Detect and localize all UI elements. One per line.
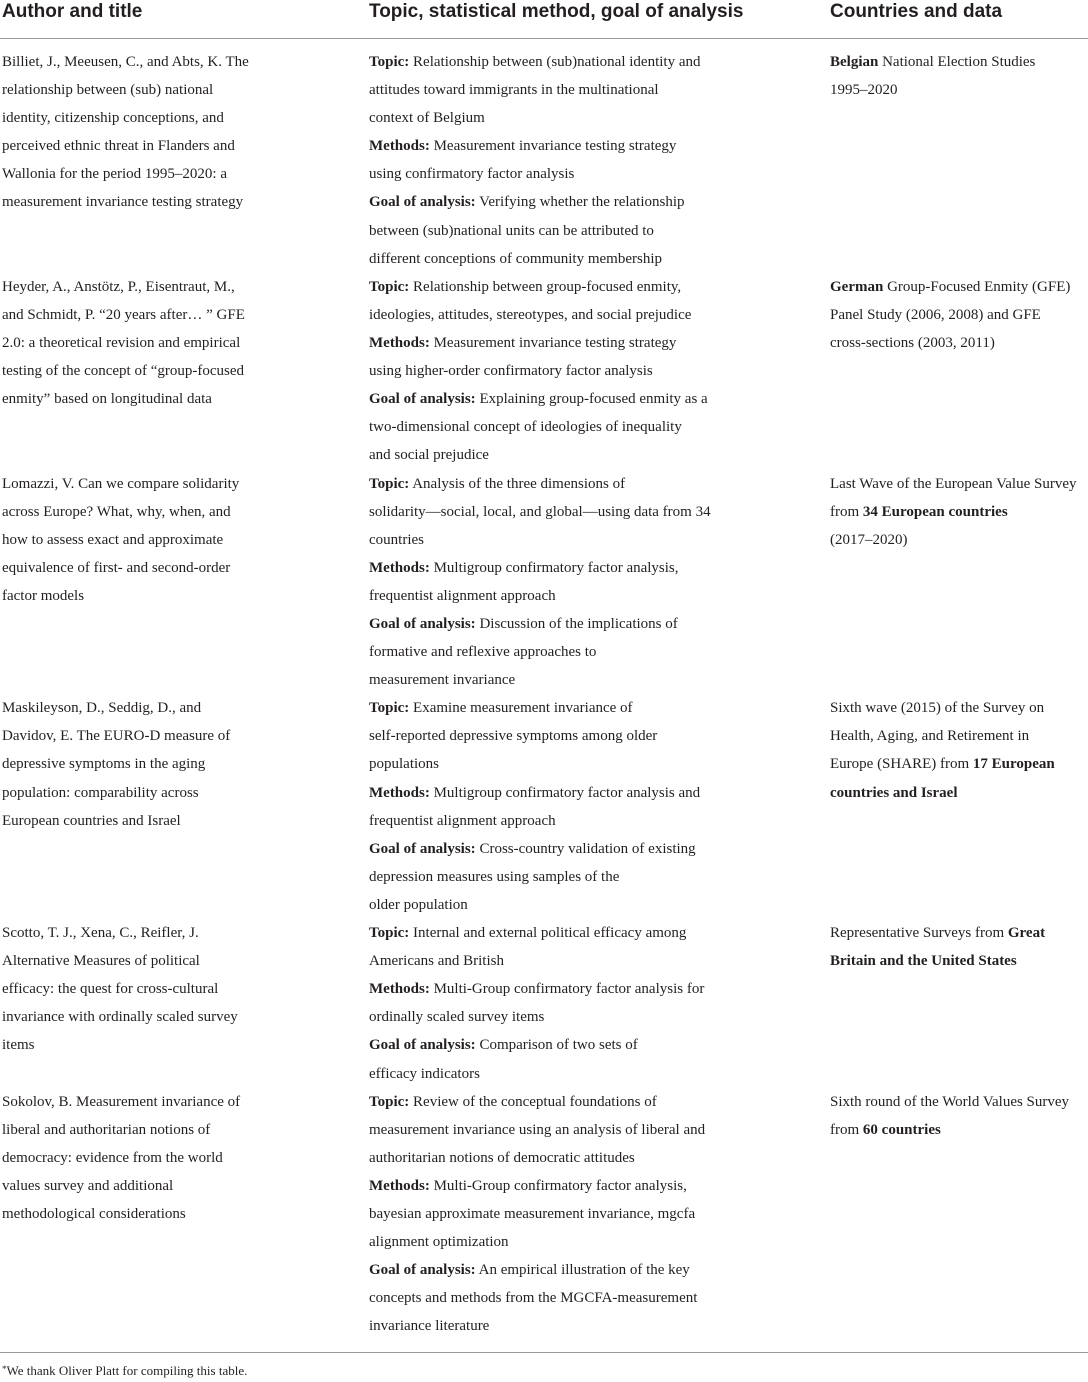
cell-topic-method-goal xyxy=(369,273,749,470)
topic-text: Analysis of the three dimensions of xyxy=(409,475,626,492)
countries-text: Group-Focused Enmity (GFE) xyxy=(883,278,1071,295)
topic-text: Multi-Group confirmatory factor analysis for xyxy=(429,981,705,998)
topic-text: two-dimensional concept of ideologies of inequality xyxy=(369,419,682,436)
author-title-line: relationship between (sub) national xyxy=(2,82,214,99)
author-title-line: enmity” based on longitudinal data xyxy=(2,391,212,408)
topic-text: Discussion of the implications of xyxy=(475,615,678,632)
topic-text: An empirical illustration of the key xyxy=(475,1262,690,1279)
author-title-line: invariance with ordinally scaled survey xyxy=(2,1009,238,1026)
cell-countries-data xyxy=(830,1088,1088,1144)
topic-line xyxy=(369,329,749,357)
topic-line xyxy=(369,1116,749,1144)
topic-line xyxy=(369,470,749,498)
countries-bold-text: German xyxy=(830,278,884,295)
topic-text: Americans and British xyxy=(369,953,504,970)
topic-text: frequentist alignment approach xyxy=(369,812,556,829)
author-title-line: population: comparability across xyxy=(2,784,199,801)
cell-author-title xyxy=(2,694,270,834)
author-title-line: measurement invariance testing strategy xyxy=(2,194,244,211)
topic-line xyxy=(369,498,749,526)
cell-author-title xyxy=(2,48,270,217)
header-topic-method-goal: Topic, statistical method, goal of analysis xyxy=(369,1,744,22)
topic-line xyxy=(369,273,749,301)
author-title-line: European countries and Israel xyxy=(2,812,181,829)
topic-line xyxy=(369,76,749,104)
author-title-line: Billiet, J., Meeusen, C., and Abts, K. The xyxy=(2,54,249,70)
topic-line xyxy=(369,610,749,638)
topic-bold-text: Goal of analysis: xyxy=(369,391,476,408)
topic-text: Cross-country validation of existing xyxy=(475,840,696,857)
topic-line xyxy=(369,357,749,385)
topic-line xyxy=(369,863,749,891)
topic-line xyxy=(369,779,749,807)
topic-line xyxy=(369,104,749,132)
topic-line xyxy=(369,582,749,610)
countries-bold-text: 60 countries xyxy=(862,1121,941,1138)
topic-text: Review of the conceptual foundations of xyxy=(409,1093,657,1110)
countries-text: National Election Studies xyxy=(878,54,1036,70)
topic-text: measurement invariance using an analysis of liberal and xyxy=(369,1121,706,1138)
footnote-marker: * xyxy=(2,1364,7,1374)
topic-text: and social prejudice xyxy=(369,447,489,464)
topic-line xyxy=(369,301,749,329)
topic-text: between (sub)national units can be attributed to xyxy=(369,222,654,239)
countries-bold-text: Great xyxy=(1007,925,1046,942)
author-title-line: items xyxy=(2,1037,35,1054)
topic-line xyxy=(369,1060,749,1088)
countries-text: Europe (SHARE) from xyxy=(830,756,973,773)
topic-text: bayesian approximate measurement invariance, mgcfa xyxy=(369,1206,696,1223)
countries-line xyxy=(830,470,1088,498)
topic-bold-text: Topic: xyxy=(369,700,410,717)
topic-text: Examine measurement invariance of xyxy=(409,700,633,717)
topic-text: measurement invariance xyxy=(369,672,516,689)
author-title-line: equivalence of first- and second-order xyxy=(2,559,231,576)
countries-text: Sixth round of the World Values Survey xyxy=(830,1093,1070,1110)
countries-line xyxy=(830,301,1088,329)
cell-countries-data xyxy=(830,470,1088,554)
topic-text: concepts and methods from the MGCFA-measurement xyxy=(369,1290,698,1307)
topic-line xyxy=(369,188,749,216)
author-title-line: Maskileyson, D., Seddig, D., and xyxy=(2,700,202,717)
countries-line xyxy=(830,526,1088,554)
cell-author-title xyxy=(2,1088,270,1228)
topic-text: context of Belgium xyxy=(369,110,485,127)
countries-line xyxy=(830,694,1088,722)
header-author-title: Author and title xyxy=(2,1,143,22)
author-title-line: Davidov, E. The EURO-D measure of xyxy=(2,728,231,745)
author-title-line: values survey and additional xyxy=(2,1177,174,1194)
topic-text: populations xyxy=(369,756,439,773)
countries-bold-text: 34 European countries xyxy=(862,503,1008,520)
countries-text: cross-sections (2003, 2011) xyxy=(830,334,995,351)
topic-bold-text: Methods: xyxy=(369,981,430,998)
author-title-line: how to assess exact and approximate xyxy=(2,531,224,548)
topic-text: Comparison of two sets of xyxy=(475,1037,638,1054)
topic-bold-text: Goal of analysis: xyxy=(369,1037,476,1054)
topic-line xyxy=(369,835,749,863)
topic-bold-text: Goal of analysis: xyxy=(369,194,476,211)
header-rule xyxy=(0,38,1088,39)
topic-line xyxy=(369,48,749,76)
countries-line xyxy=(830,750,1088,778)
topic-bold-text: Topic: xyxy=(369,54,410,70)
author-title-line: efficacy: the quest for cross-cultural xyxy=(2,981,219,998)
topic-text: ordinally scaled survey items xyxy=(369,1009,545,1026)
author-title-line: Heyder, A., Anstötz, P., Eisentraut, M., xyxy=(2,278,235,295)
cell-countries-data xyxy=(830,273,1088,357)
countries-line xyxy=(830,919,1088,947)
author-title-line: liberal and authoritarian notions of xyxy=(2,1121,211,1138)
topic-line xyxy=(369,1144,749,1172)
topic-text: depression measures using samples of the xyxy=(369,868,620,885)
cell-topic-method-goal xyxy=(369,694,749,919)
countries-line xyxy=(830,498,1088,526)
cell-author-title xyxy=(2,273,270,413)
countries-line xyxy=(830,1088,1088,1116)
topic-line xyxy=(369,1003,749,1031)
topic-text: Multigroup confirmatory factor analysis and xyxy=(429,784,701,801)
table-footnote xyxy=(2,1361,247,1381)
countries-text: Sixth wave (2015) of the Survey on xyxy=(830,700,1045,717)
topic-text: Measurement invariance testing strategy xyxy=(429,138,677,155)
countries-line xyxy=(830,722,1088,750)
topic-text: attitudes toward immigrants in the multinational xyxy=(369,82,659,99)
author-title-line: Scotto, T. J., Xena, C., Reifler, J. xyxy=(2,925,199,942)
topic-line xyxy=(369,666,749,694)
topic-text: Multi-Group confirmatory factor analysis, xyxy=(429,1177,687,1194)
author-title-line: Lomazzi, V. Can we compare solidarity xyxy=(2,475,240,492)
topic-text: Relationship between (sub)national identity and xyxy=(409,54,701,70)
topic-line xyxy=(369,1088,749,1116)
topic-line xyxy=(369,160,749,188)
topic-line xyxy=(369,1200,749,1228)
topic-bold-text: Goal of analysis: xyxy=(369,840,476,857)
countries-line xyxy=(830,779,1088,807)
bottom-rule xyxy=(0,1352,1088,1353)
author-title-line: identity, citizenship conceptions, and xyxy=(2,110,224,127)
topic-text: using confirmatory factor analysis xyxy=(369,166,575,183)
topic-line xyxy=(369,245,749,273)
topic-line xyxy=(369,807,749,835)
topic-bold-text: Goal of analysis: xyxy=(369,1262,476,1279)
topic-text: Relationship between group-focused enmity, xyxy=(409,278,682,295)
countries-text: from xyxy=(830,1121,863,1138)
author-title-line: and Schmidt, P. “20 years after… ” GFE xyxy=(2,306,245,323)
topic-text: countries xyxy=(369,531,424,548)
topic-text: Explaining group-focused enmity as a xyxy=(475,391,708,408)
author-title-line: Alternative Measures of political xyxy=(2,953,200,970)
topic-line xyxy=(369,722,749,750)
countries-bold-text: Britain and the United States xyxy=(830,953,1017,970)
author-title-line: across Europe? What, why, when, and xyxy=(2,503,231,520)
topic-line xyxy=(369,975,749,1003)
topic-text: older population xyxy=(369,896,468,913)
cell-topic-method-goal xyxy=(369,48,749,273)
topic-line xyxy=(369,385,749,413)
topic-text: Multigroup confirmatory factor analysis, xyxy=(429,559,679,576)
topic-text: Internal and external political efficacy among xyxy=(409,925,687,942)
cell-countries-data xyxy=(830,48,1088,104)
author-title-line: methodological considerations xyxy=(2,1206,186,1223)
topic-text: solidarity—social, local, and global—using data from 34 xyxy=(369,503,711,520)
topic-line xyxy=(369,132,749,160)
topic-bold-text: Topic: xyxy=(369,278,410,295)
topic-line xyxy=(369,441,749,469)
topic-text: using higher-order confirmatory factor analysis xyxy=(369,363,653,380)
topic-line xyxy=(369,947,749,975)
author-title-line: 2.0: a theoretical revision and empirical xyxy=(2,334,241,351)
topic-line xyxy=(369,1172,749,1200)
topic-line xyxy=(369,1284,749,1312)
topic-text: formative and reflexive approaches to xyxy=(369,644,597,661)
topic-text: invariance literature xyxy=(369,1318,490,1335)
cell-author-title xyxy=(2,919,270,1059)
topic-line xyxy=(369,526,749,554)
topic-line xyxy=(369,1256,749,1284)
author-title-line: perceived ethnic threat in Flanders and xyxy=(2,138,235,155)
topic-line xyxy=(369,1031,749,1059)
topic-bold-text: Methods: xyxy=(369,334,430,351)
topic-line xyxy=(369,217,749,245)
topic-text: Verifying whether the relationship xyxy=(475,194,685,211)
author-title-line: testing of the concept of “group-focused xyxy=(2,363,244,380)
topic-line xyxy=(369,413,749,441)
topic-line xyxy=(369,638,749,666)
topic-bold-text: Goal of analysis: xyxy=(369,615,476,632)
cell-author-title xyxy=(2,470,270,610)
topic-text: self-reported depressive symptoms among older xyxy=(369,728,658,745)
topic-line xyxy=(369,891,749,919)
cell-topic-method-goal xyxy=(369,470,749,695)
topic-line xyxy=(369,1312,749,1340)
topic-line xyxy=(369,1228,749,1256)
countries-bold-text: Belgian xyxy=(830,54,879,70)
topic-line xyxy=(369,919,749,947)
topic-text: frequentist alignment approach xyxy=(369,587,556,604)
author-title-line: depressive symptoms in the aging xyxy=(2,756,206,773)
footnote-text: We thank Oliver Platt for compiling this table. xyxy=(6,1363,248,1378)
countries-text: 1995–2020 xyxy=(830,82,898,99)
topic-line xyxy=(369,554,749,582)
topic-text: authoritarian notions of democratic attitudes xyxy=(369,1149,635,1166)
countries-text: from xyxy=(830,503,863,520)
countries-text: Representative Surveys from xyxy=(830,925,1008,942)
topic-bold-text: Topic: xyxy=(369,1093,410,1110)
cell-countries-data xyxy=(830,919,1088,975)
countries-line xyxy=(830,48,1088,76)
topic-bold-text: Methods: xyxy=(369,559,430,576)
countries-bold-text: 17 European xyxy=(972,756,1055,773)
topic-text: efficacy indicators xyxy=(369,1065,480,1082)
countries-line xyxy=(830,947,1088,975)
countries-line xyxy=(830,329,1088,357)
countries-line xyxy=(830,1116,1088,1144)
topic-line xyxy=(369,750,749,778)
topic-text: Measurement invariance testing strategy xyxy=(429,334,677,351)
countries-text: Panel Study (2006, 2008) and GFE xyxy=(830,306,1041,323)
author-title-line: Sokolov, B. Measurement invariance of xyxy=(2,1093,241,1110)
countries-bold-text: countries and Israel xyxy=(830,784,958,801)
author-title-line: factor models xyxy=(2,587,85,604)
topic-bold-text: Methods: xyxy=(369,784,430,801)
topic-text: different conceptions of community membership xyxy=(369,250,662,267)
header-countries-data: Countries and data xyxy=(830,1,1003,22)
topic-bold-text: Methods: xyxy=(369,138,430,155)
countries-text: Last Wave of the European Value Survey xyxy=(830,475,1077,492)
countries-text: Health, Aging, and Retirement in xyxy=(830,728,1030,745)
cell-topic-method-goal xyxy=(369,919,749,1088)
topic-text: ideologies, attitudes, stereotypes, and social prejudice xyxy=(369,306,692,323)
countries-text: (2017–2020) xyxy=(830,531,908,548)
topic-line xyxy=(369,694,749,722)
author-title-line: democracy: evidence from the world xyxy=(2,1149,223,1166)
cell-topic-method-goal xyxy=(369,1088,749,1341)
topic-text: alignment optimization xyxy=(369,1234,509,1251)
author-title-line: Wallonia for the period 1995–2020: a xyxy=(2,166,227,183)
topic-bold-text: Methods: xyxy=(369,1177,430,1194)
topic-bold-text: Topic: xyxy=(369,475,410,492)
countries-line xyxy=(830,273,1088,301)
cell-countries-data xyxy=(830,694,1088,806)
topic-bold-text: Topic: xyxy=(369,925,410,942)
countries-line xyxy=(830,76,1088,104)
